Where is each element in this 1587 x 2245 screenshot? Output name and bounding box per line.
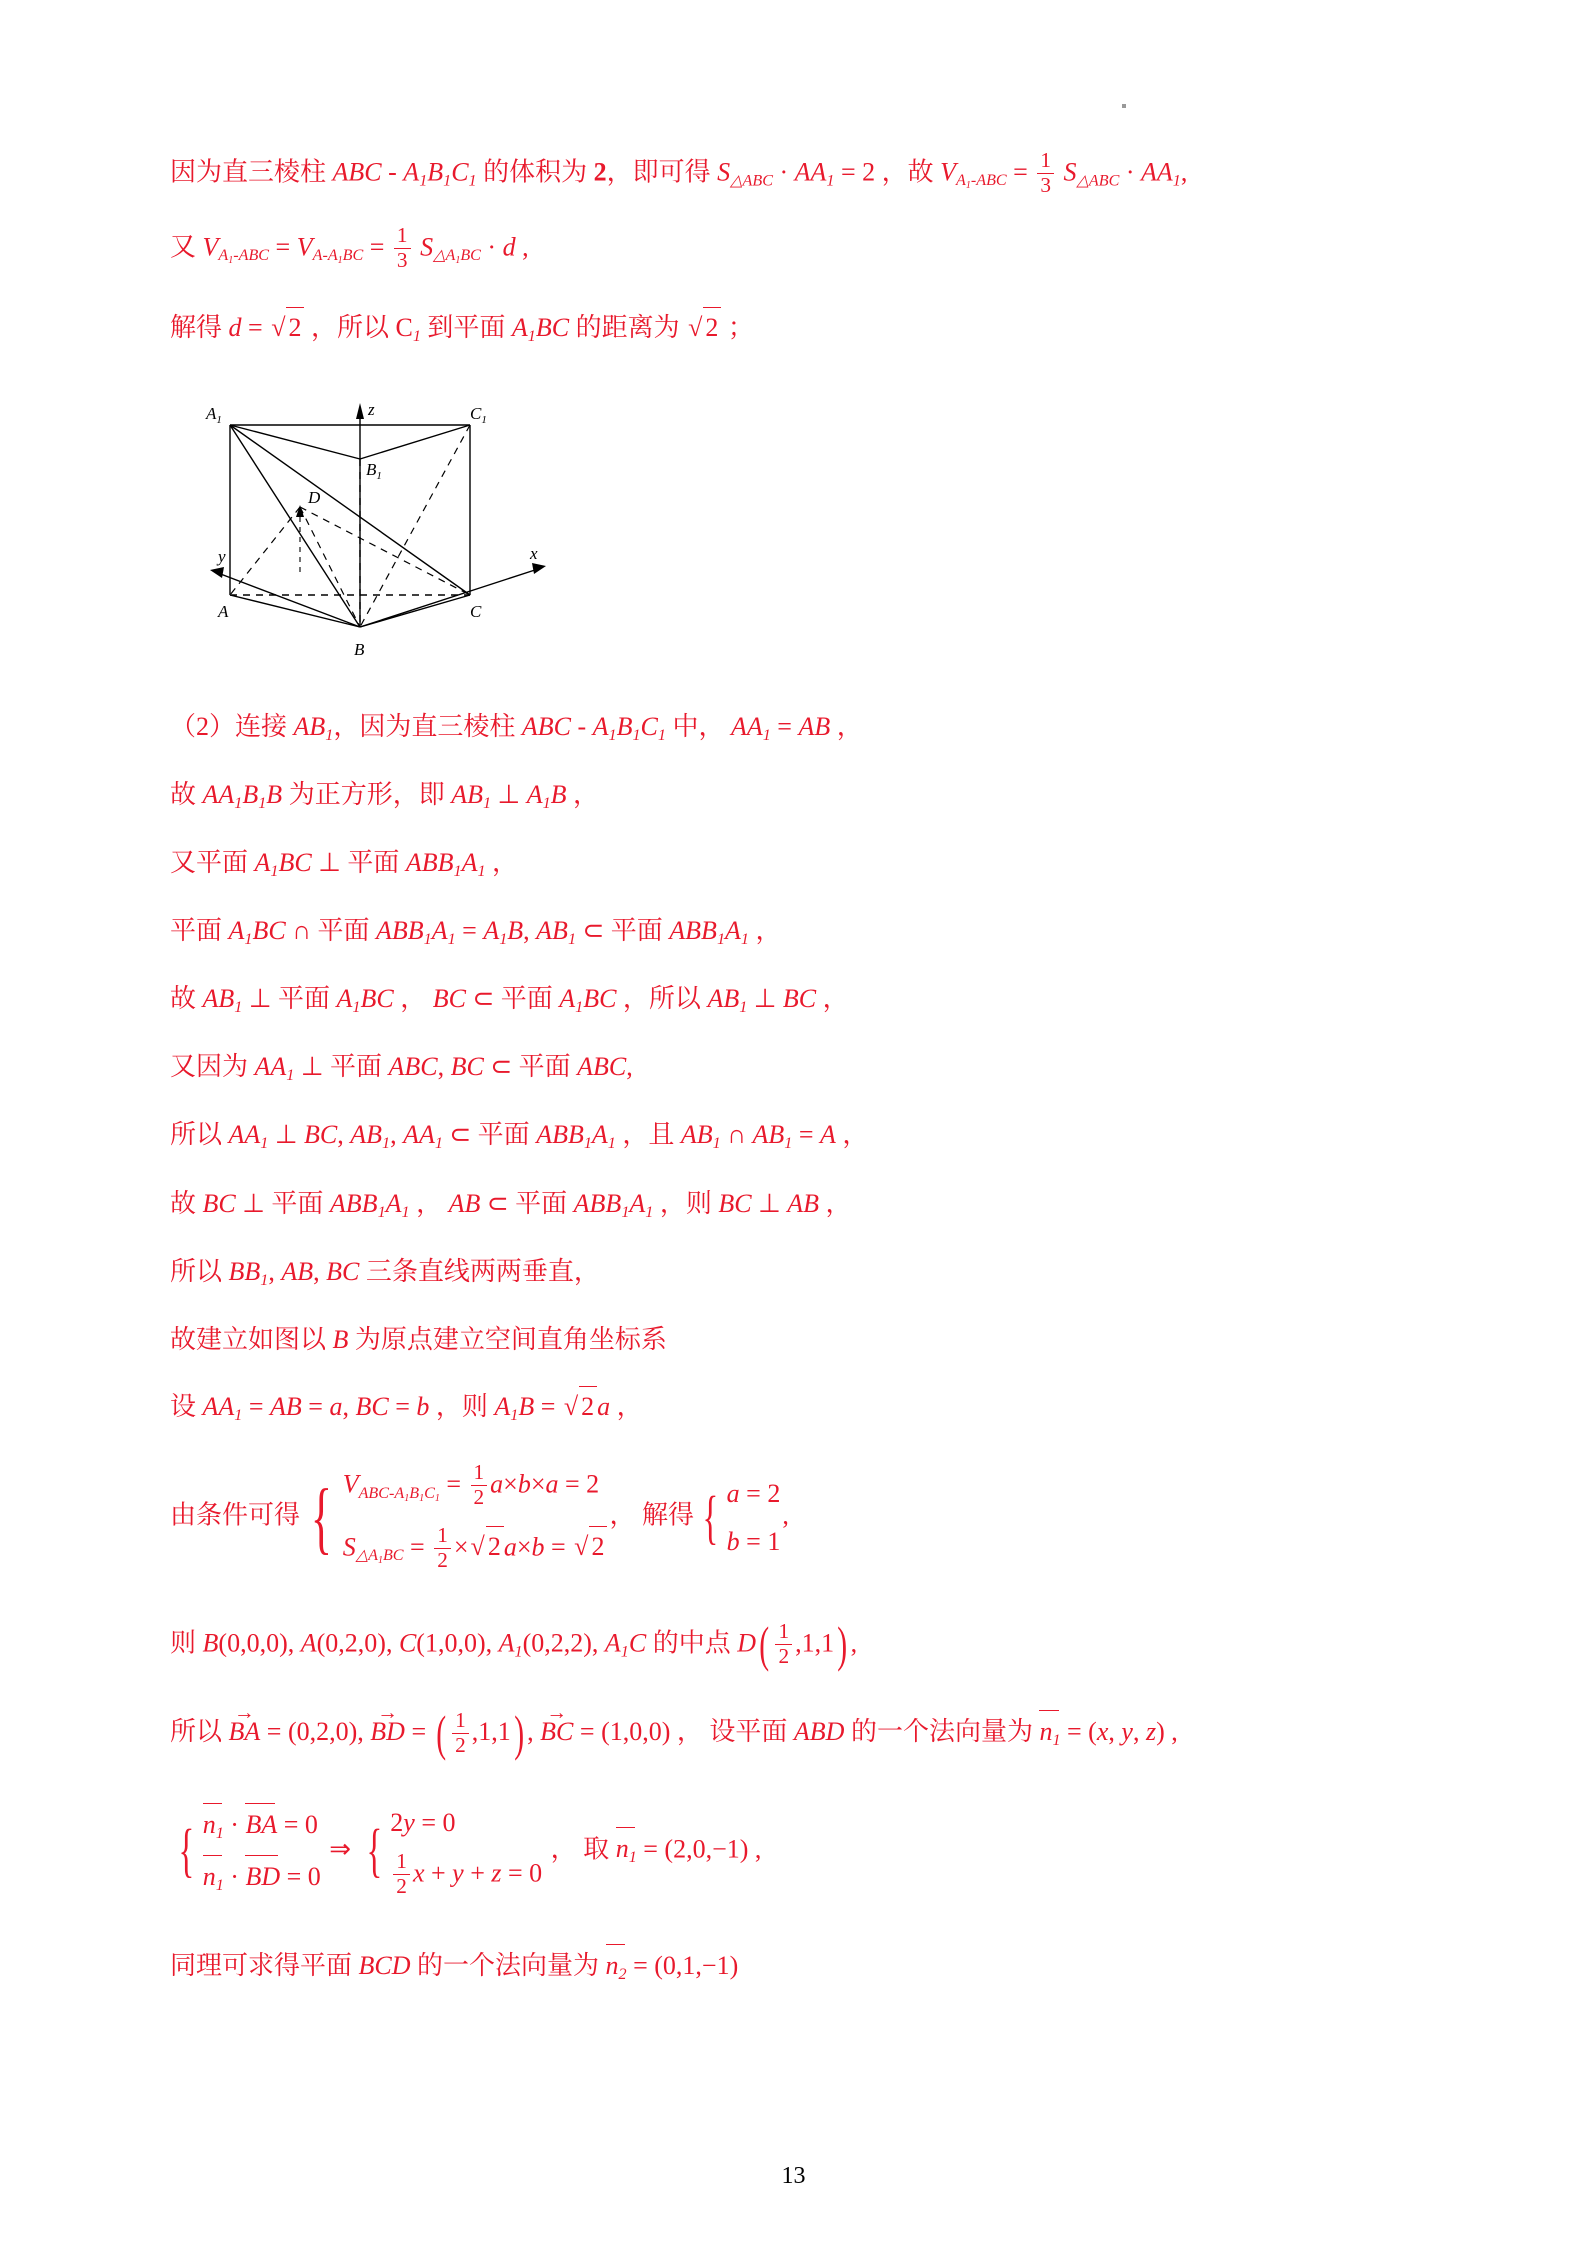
svg-text:A1: $A_1$ bbox=[206, 403, 222, 426]
solution-line-16: 则 B(0,0,0), A(0,2,0), C(1,0,0), $A_1(0,2,2)$, $A_1C$ 的中点 D( $\frac{1}{2}$ ,1,1) , bbox=[170, 1616, 858, 1672]
solution-line-10: 所以 $AA_1$ ⊥ BC, $AB_1$, $AA_1$ ⊂ 平面 $ABB_1A_1$ ，且 $AB_1$ ∩ $AB_1 = A$ ， bbox=[170, 1120, 869, 1153]
svg-text:C1: $C_1$ bbox=[470, 403, 487, 426]
svg-text:z: z bbox=[368, 399, 375, 419]
solution-line-3: 解得 d = √ 2 ，所以 $C_1$ 到平面 $A_1BC$ 的距离为 √ 2 ； bbox=[170, 307, 1417, 350]
solution-line-4: （2）连接 $AB_1$，因为直三棱柱 ABC - $A_1B_1C_1$ 中， $AA_1$ = AB ， bbox=[170, 711, 863, 744]
solution-line-7: 平面 $A_1BC$ ∩ 平面 $ABB_1A_1 = A_1B$, $AB_1$ ⊂ 平面 $ABB_1A_1$ ， bbox=[170, 916, 782, 949]
solution-line-5: 故 $AA_1B_1B$ 为正方形，即 $AB_1$ ⊥ $A_1B$ ， bbox=[170, 779, 600, 812]
svg-text:A: A bbox=[218, 601, 229, 621]
solution-line-17: 所以 BA → = (0,2,0), BD → = ( $\frac{1}{2}$ ,1,1) , BC → = (1,0,0) ， 设平面 ABD 的一个法向量为 $n_1 = (x$, y, z) , bbox=[170, 1709, 1417, 1758]
solution-line-1: 因为直三棱柱 ABC - $A_1B_1C_1$ 的体积为 2，即可得 $S_{\triangle ABC} \cdot AA_1 = 2$ ，故 $V_{A_1-ABC}$ = $\frac{1}{3}$ $S_{\triangle ABC} \cdot AA_1$, bbox=[170, 148, 1188, 197]
solution-line-8: 故 $AB_1$ ⊥ 平面 $A_1BC$ ， BC ⊂ 平面 $A_1BC$ ，所以 $AB_1$ ⊥ BC ， bbox=[170, 984, 849, 1017]
solution-line-11: 故 BC ⊥ 平面 $ABB_1A_1$ ， AB ⊂ 平面 $ABB_1A_1$ ，则 BC ⊥ AB ， bbox=[170, 1188, 852, 1221]
page-marker-dot bbox=[1122, 104, 1126, 108]
solution-line-14: 设 $AA_1$ = AB = a, BC = b ，则 $A_1B$ = √ 2 a ， bbox=[170, 1386, 1417, 1429]
svg-text:C: C bbox=[470, 601, 482, 621]
page-number: 13 bbox=[781, 2163, 806, 2189]
solution-line-15: 由条件可得 { $V_{ABC-A_1B_1C_1}$ = $\frac{1}{2}$ a×b×a = 2 $S_{\triangle A_1BC}$ = $\frac{1}{2}$ ×√ 2 a×b = √ 2 ， 解得 { a = 2 b = 1 , bbox=[170, 1460, 789, 1572]
svg-text:D: D bbox=[308, 487, 321, 507]
svg-text:x: x bbox=[530, 543, 538, 563]
solution-line-9: 又因为 $AA_1$ ⊥ 平面 ABC, BC ⊂ 平面 ABC, bbox=[170, 1052, 633, 1085]
prism-diagram-svg bbox=[170, 377, 650, 677]
geometry-figure bbox=[170, 377, 1417, 677]
svg-text:B: B bbox=[354, 639, 365, 659]
solution-line-19: 同理可求得平面 BCD 的一个法向量为 $n_2 = (0,1,-1)$ bbox=[170, 1944, 1417, 1988]
solution-line-18: { $n_1$ · BA = 0 $n_1$ · BD = 0 ⇒ { 2y = 0 $\frac{1}{2}$ x + y + z = 0 ， 取 $n_1 = (2,0,-1)$ , bbox=[170, 1799, 1417, 1904]
solution-line-6: 又平面 $A_1BC$ ⊥ 平面 $ABB_1A_1$ ， bbox=[170, 847, 519, 881]
solution-line-2: 又 $V_{A_1-ABC} = V_{A-A_1BC}$ = $\frac{1}{3}$ $S_{\triangle A_1BC} \cdot d$ , bbox=[170, 222, 529, 272]
svg-text:B1: $B_1$ bbox=[366, 459, 382, 482]
solution-line-12: 所以 $BB_1$, AB, BC 三条直线两两垂直， bbox=[170, 1256, 600, 1289]
svg-text:y: y bbox=[218, 546, 226, 566]
solution-line-13: 故建立如图以 B 为原点建立空间直角坐标系 bbox=[170, 1324, 667, 1354]
